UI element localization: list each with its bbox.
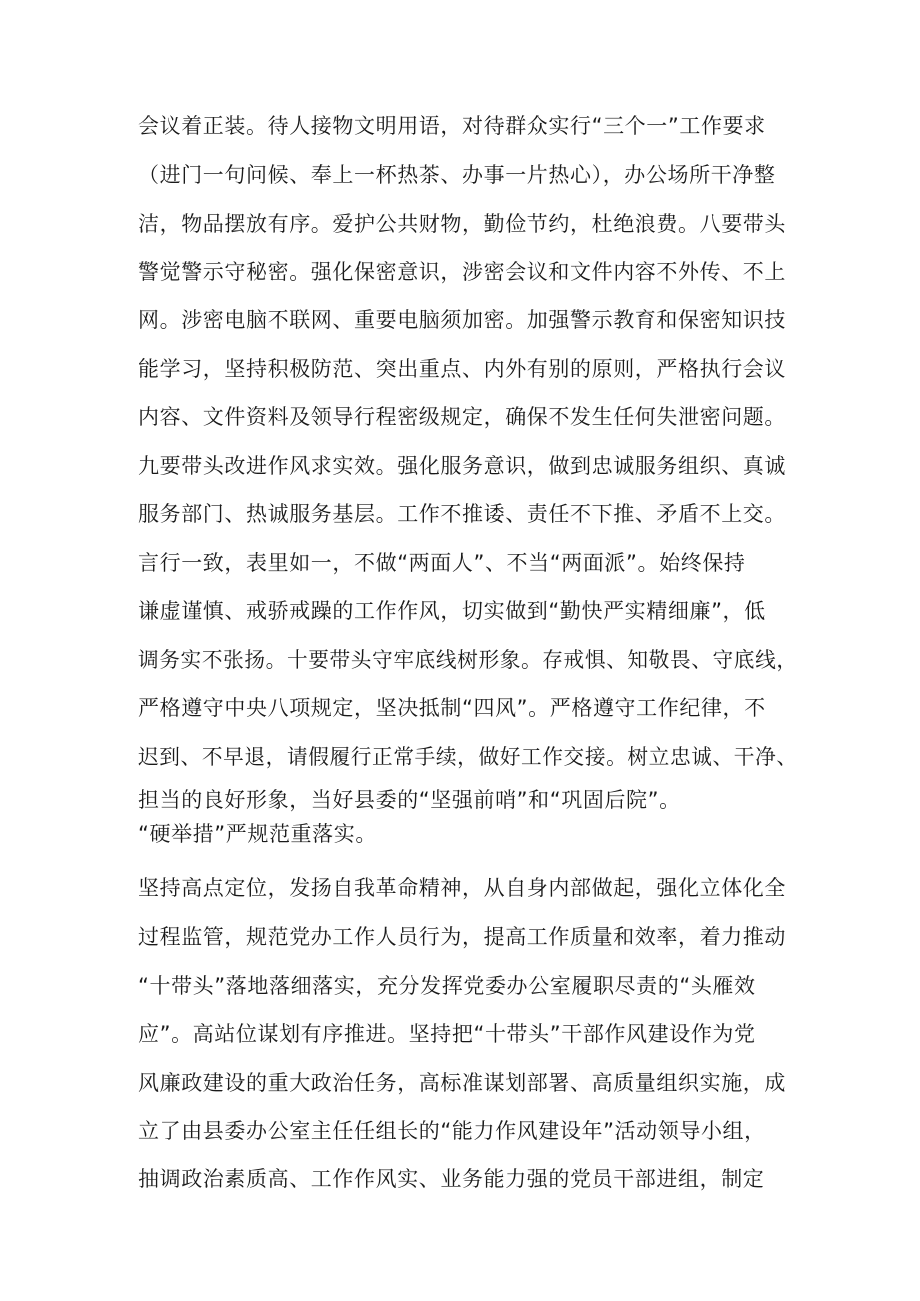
text-line: 担当的良好形象，当好县委的“坚强前哨”和“巩固后院”。 bbox=[138, 788, 681, 812]
text-line: 谦虚谨慎、戒骄戒躁的工作作风，切实做到“勤快严实精细廉”，低 bbox=[138, 599, 766, 623]
text-line: 网。涉密电脑不联网、重要电脑须加密。加强警示教育和保密知识技 bbox=[138, 308, 786, 332]
text-line: 立了由县委办公室主任任组长的“能力作风建设年”活动领导小组， bbox=[138, 1119, 766, 1143]
text-line: 能学习，坚持积极防范、突出重点、内外有别的原则，严格执行会议 bbox=[138, 357, 786, 381]
text-line: 内容、文件资料及领导行程密级规定，确保不发生任何失泄密问题。 bbox=[138, 405, 786, 429]
text-line: 九要带头改进作风求实效。强化服务意识，做到忠诚服务组织、真诚 bbox=[138, 454, 786, 478]
text-line: 抽调政治素质高、工作作风实、业务能力强的党员干部进组，制定 bbox=[138, 1167, 765, 1191]
text-line: 坚持高点定位，发扬自我革命精神，从自身内部做起，强化立体化全 bbox=[138, 876, 786, 900]
section-heading: “硬举措”严规范重落实。 bbox=[138, 822, 377, 846]
text-line: （进门一句问候、奉上一杯热茶、办事一片热心），办公场所干净整 bbox=[138, 163, 776, 187]
text-line: 服务部门、热诚服务基层。工作不推诿、责任不下推、矛盾不上交。 bbox=[138, 502, 786, 526]
text-line: 调务实不张扬。十要带头守牢底线树形象。存戒惧、知敬畏、守底线， bbox=[138, 648, 798, 672]
text-line: 过程监管，规范党办工作人员行为，提高工作质量和效率，着力推动 bbox=[138, 925, 786, 949]
text-line: 风廉政建设的重大政治任务，高标准谋划部署、高质量组织实施，成 bbox=[138, 1071, 786, 1095]
text-line: 严格遵守中央八项规定，坚决抵制“四风”。严格遵守工作纪律，不 bbox=[138, 696, 766, 720]
text-line: 言行一致，表里如一，不做“两面人”、不当“两面派”。始终保持 bbox=[138, 551, 746, 575]
text-line: 警觉警示守秘密。强化保密意识，涉密会议和文件内容不外传、不上 bbox=[138, 260, 786, 284]
text-line: 应”。高站位谋划有序推进。坚持把“十带头”干部作风建设作为党 bbox=[138, 1022, 756, 1046]
text-line: 会议着正装。待人接物文明用语，对待群众实行“三个一”工作要求 bbox=[138, 114, 766, 138]
text-line: “十带头”落地落细落实，充分发挥党委办公室履职尽责的“头雁效 bbox=[138, 974, 756, 998]
text-line: 洁，物品摆放有序。爱护公共财物，勤俭节约，杜绝浪费。八要带头 bbox=[138, 212, 786, 236]
text-line: 迟到、不早退，请假履行正常手续，做好工作交接。树立忠诚、干净、 bbox=[138, 745, 798, 769]
